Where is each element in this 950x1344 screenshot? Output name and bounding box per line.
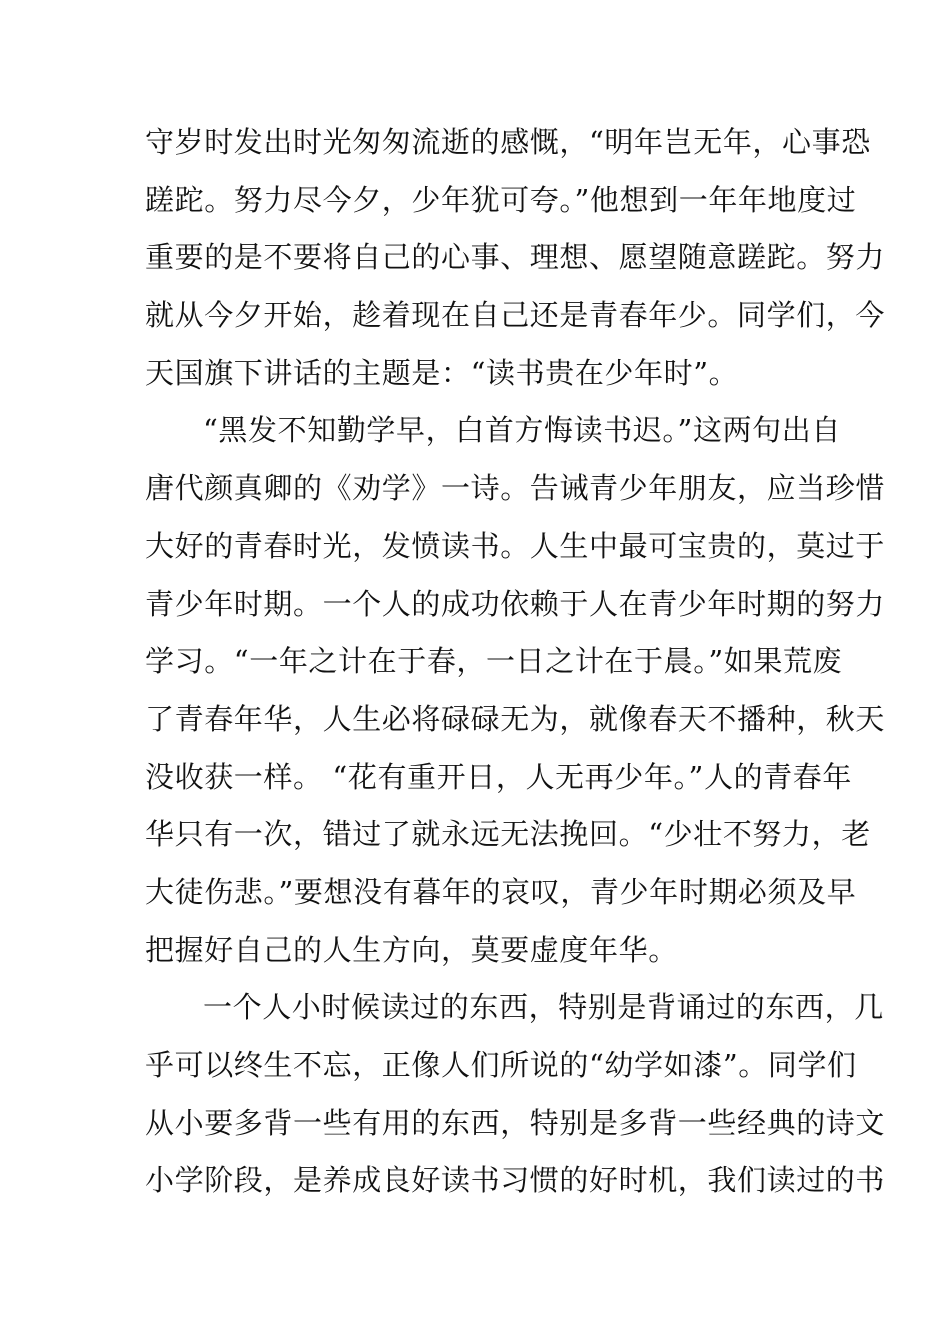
paragraph-2-line-7: 没收获一样。 “花有重开日，人无再少年。”人的青春年: [145, 759, 852, 794]
paragraph-2-line-10: 把握好自己的人生方向，莫要虚度年华。: [145, 932, 678, 967]
paragraph-2-line-2: 唐代颜真卿的《劝学》一诗。告诫青少年朋友，应当珍惜: [145, 471, 886, 506]
paragraph-3-line-3: 从小要多背一些有用的东西，特别是多背一些经典的诗文: [145, 1105, 886, 1140]
paragraph-3-line-4: 小学阶段，是养成良好读书习惯的好时机，我们读过的书: [145, 1163, 886, 1198]
paragraph-1-line-1: 守岁时发出时光匆匆流逝的感慨，“明年岂无年，心事恐: [145, 125, 871, 159]
paragraph-2-line-6: 了青春年华，人生必将碌碌无为，就像春天不播种，秋天: [145, 701, 886, 736]
paragraph-1-line-3: 重要的是不要将自己的心事、理想、愿望随意蹉跎。努力: [145, 240, 886, 275]
paragraph-2-line-4: 青少年时期。一个人的成功依赖于人在青少年时期的努力: [145, 586, 886, 621]
paragraph-2-line-9: 大徒伤悲。”要想没有暮年的哀叹，青少年时期必须及早: [145, 874, 857, 909]
paragraph-2-line-8: 华只有一次，错过了就永远无法挽回。“少壮不努力，老: [145, 817, 871, 852]
paragraph-1-line-4: 就从今夕开始，趁着现在自己还是青春年少。同学们，今: [145, 298, 886, 333]
paragraph-3-line-2: 乎可以终生不忘，正像人们所说的“幼学如漆”。同学们: [145, 1048, 857, 1082]
paragraph-2-line-5: 学习。“一年之计在于春，一日之计在于晨。”如果荒废: [145, 644, 843, 679]
paragraph-1-line-2: 蹉跎。努力尽今夕，少年犹可夸。”他想到一年年地度过: [145, 182, 857, 217]
paragraph-1-line-5: 天国旗下讲话的主题是：“读书贵在少年时”。: [145, 355, 739, 390]
paragraph-3-line-1: 一个人小时候读过的东西，特别是背诵过的东西，几: [203, 990, 884, 1025]
paragraph-2-line-3: 大好的青春时光，发愤读书。人生中最可宝贵的，莫过于: [145, 528, 886, 563]
paragraph-2-line-1: “黑发不知勤学早，白首方悔读书迟。”这两句出自: [203, 413, 841, 448]
body-text: [145, 114, 886, 1210]
